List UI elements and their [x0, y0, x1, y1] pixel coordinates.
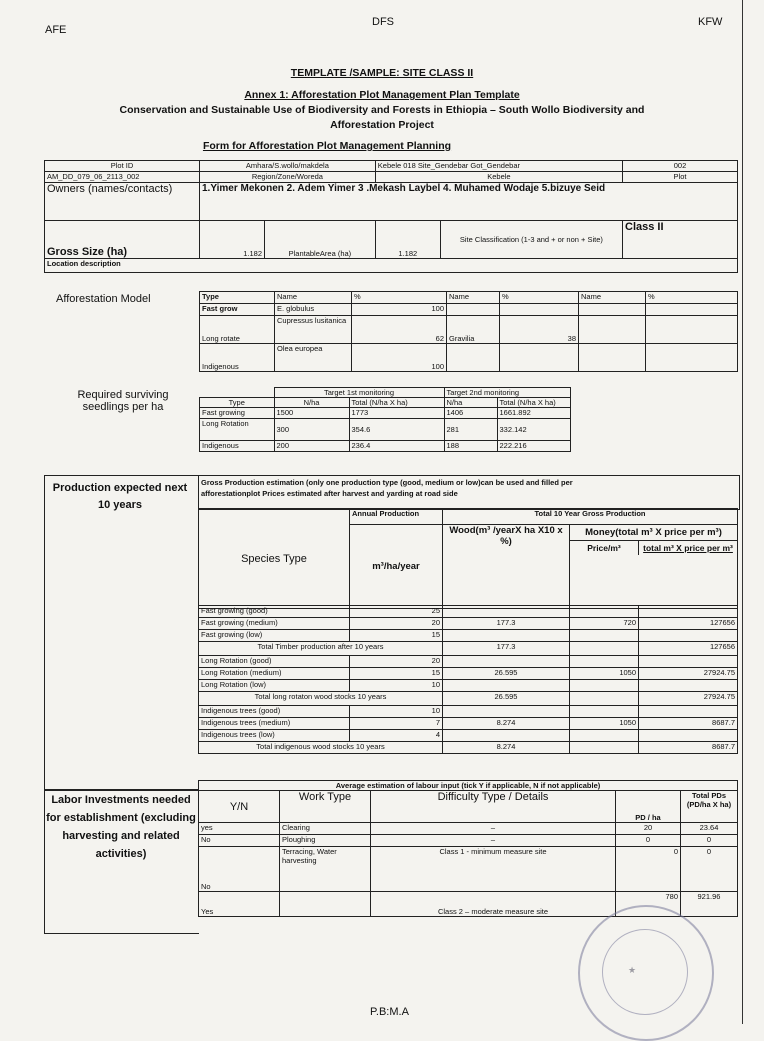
- af-row-name3: [579, 304, 646, 316]
- region-label: Region/Zone/Woreda: [200, 172, 376, 183]
- labor-row-yn: No: [199, 835, 280, 847]
- prod-row-annual: 25: [350, 606, 443, 618]
- labor-row-difficulty: –: [371, 835, 616, 847]
- af-head-name2: Name: [447, 292, 500, 304]
- prod-row-type: Fast growing (low): [199, 630, 350, 642]
- af-row-pct2: [500, 344, 579, 372]
- plot-number: 002: [623, 161, 738, 172]
- prod-row-wood: [443, 630, 570, 642]
- region-value: Amhara/S.wollo/makdela: [200, 161, 376, 172]
- plot-id-value: AM_DD_079_06_2113_002: [45, 172, 200, 183]
- af-row-name: Olea europea: [275, 344, 352, 372]
- prod-row-type: Fast growing (good): [199, 606, 350, 618]
- prod-row-wood: 8.274: [443, 742, 570, 754]
- prod-row-price: [570, 680, 639, 692]
- target-2nd-monitoring: Target 2nd monitoring: [444, 388, 571, 398]
- afforestation-model-table: [199, 291, 738, 372]
- prod-row-wood: 177.3: [443, 642, 570, 656]
- prod-row-money: 27924.75: [639, 692, 738, 706]
- prod-row-wood: [443, 656, 570, 668]
- sv-row-nha2: 188: [444, 441, 497, 452]
- prod-row-annual: 10: [350, 706, 443, 718]
- af-row-pct2: [500, 304, 579, 316]
- labor-row-total: 921.96: [681, 892, 738, 917]
- template-title: TEMPLATE /SAMPLE: SITE CLASS II: [290, 67, 474, 79]
- sv-row-type: Fast growing: [200, 408, 275, 419]
- labor-row-difficulty: Class 2 – moderate measure site: [371, 892, 616, 917]
- sv-col-nha1: N/ha: [274, 398, 349, 408]
- prod-row-money: [639, 680, 738, 692]
- labor-row-difficulty: –: [371, 823, 616, 835]
- af-head-pct3: %: [646, 292, 738, 304]
- unit-label: m³/ha/year: [350, 525, 443, 609]
- plantable-area-value: 1.182: [375, 221, 440, 259]
- af-row-pct3: [646, 316, 738, 344]
- prod-row-money: 27924.75: [639, 668, 738, 680]
- prod-row-annual: 4: [350, 730, 443, 742]
- af-head-type: Type: [200, 292, 275, 304]
- header-left: AFE: [45, 24, 67, 36]
- sv-row-type: Long Rotation: [200, 419, 275, 441]
- labor-row-work: Ploughing: [280, 835, 371, 847]
- labor-row-work: Terracing, Water harvesting: [280, 847, 371, 892]
- af-row-name3: [579, 344, 646, 372]
- labor-row-yn: Yes: [199, 892, 280, 917]
- prod-row-annual: 7: [350, 718, 443, 730]
- labor-row-pd: 0: [616, 847, 681, 892]
- wood-label: Wood(m³ /yearX ha X10 x %): [443, 525, 570, 609]
- sv-col-type: Type: [200, 398, 275, 408]
- plot-id-label: Plot ID: [45, 161, 200, 172]
- sv-row-total2: 222.216: [497, 441, 571, 452]
- production-note: Gross Production estimation (only one production type (good, medium or low)can be used and filled per afforestationplot Prices estimated after harvest and yarding at road side: [201, 478, 573, 498]
- prod-row-money: [639, 730, 738, 742]
- species-type-label: Species Type: [199, 509, 350, 609]
- prod-row-money: 127656: [639, 618, 738, 630]
- prod-row-annual: 20: [350, 618, 443, 630]
- prod-row-type: Long Rotation (good): [199, 656, 350, 668]
- af-row-name2: [447, 304, 500, 316]
- kebele-value: Kebele 018 Site_Gendebar Got_Gendebar: [375, 161, 622, 172]
- prod-row-money: 8687.7: [639, 742, 738, 754]
- official-stamp: ★: [578, 905, 714, 1041]
- af-row-pct3: [646, 344, 738, 372]
- sv-col-total2: Total (N/ha X ha): [497, 398, 571, 408]
- labor-row-yn: yes: [199, 823, 280, 835]
- form-title: Form for Afforestation Plot Management Planning: [202, 140, 452, 152]
- af-head-name3: Name: [579, 292, 646, 304]
- prod-row-price: 1050: [570, 718, 639, 730]
- target-1st-monitoring: Target 1st monitoring: [274, 388, 444, 398]
- prod-row-annual: 15: [350, 668, 443, 680]
- af-head-pct1: %: [352, 292, 447, 304]
- labor-row-pd: 0: [616, 835, 681, 847]
- labor-row-work: Clearing: [280, 823, 371, 835]
- labor-average-note: Average estimation of labour input (tick Y if applicable, N if not applicable): [199, 781, 738, 791]
- prod-row-type: Long Rotation (low): [199, 680, 350, 692]
- prod-row-money: [639, 606, 738, 618]
- labor-row-pd: 780: [616, 892, 681, 917]
- plantable-area-label: PlantableArea (ha): [265, 221, 376, 259]
- annex-title: Annex 1: Afforestation Plot Management Plan Template: [244, 89, 520, 101]
- af-row-type: Fast grow: [200, 304, 275, 316]
- sv-row-nha1: 200: [274, 441, 349, 452]
- difficulty-label: Difficulty Type / Details: [371, 791, 616, 823]
- sv-row-nha2: 1406: [444, 408, 497, 419]
- footer-signature: P.B:M.A: [370, 1006, 409, 1018]
- prod-row-money: [639, 630, 738, 642]
- sv-row-total2: 332.142: [497, 419, 571, 441]
- header-center: DFS: [372, 16, 394, 28]
- total-price-label: total m³ X price per m³: [643, 543, 733, 553]
- afforestation-model-label: Afforestation Model: [56, 293, 151, 305]
- af-row-type: Long rotate: [200, 316, 275, 344]
- labor-row-pd: 20: [616, 823, 681, 835]
- prod-row-wood: [443, 606, 570, 618]
- yn-label: Y/N: [199, 791, 280, 823]
- labor-row-yn: No: [199, 847, 280, 892]
- gross-size-label: Gross Size (ha): [45, 221, 200, 259]
- prod-row-price: [570, 730, 639, 742]
- site-class-value: Class II: [623, 221, 738, 259]
- sv-row-total1: 236.4: [349, 441, 444, 452]
- sv-row-nha2: 281: [444, 419, 497, 441]
- money-label: Money(total m³ X price per m³): [585, 527, 722, 538]
- prod-row-price: [570, 692, 639, 706]
- labor-label: Labor Investments needed for establishment (excluding harvesting and related activities): [46, 794, 196, 860]
- project-title-line2: Afforestation Project: [330, 119, 434, 131]
- total-pd-label: Total PDs (PD/ha X ha): [681, 791, 738, 823]
- production-table: [198, 605, 738, 754]
- kebele-label: Kebele: [375, 172, 622, 183]
- af-row-pct: 100: [352, 344, 447, 372]
- af-row-name2: Gravilia: [447, 316, 500, 344]
- prod-row-type: Indigenous trees (medium): [199, 718, 350, 730]
- prod-row-type: Indigenous trees (good): [199, 706, 350, 718]
- surviving-seedlings-label: Required surviving seedlings per ha: [77, 389, 169, 413]
- project-title-line1: Conservation and Sustainable Use of Biodiversity and Forests in Ethiopia – South Wollo Biodiversity and: [119, 104, 645, 116]
- sv-row-total2: 1661.892: [497, 408, 571, 419]
- af-row-pct: 100: [352, 304, 447, 316]
- prod-row-price: [570, 706, 639, 718]
- af-row-pct3: [646, 304, 738, 316]
- sv-row-total1: 354.6: [349, 419, 444, 441]
- prod-row-type: Indigenous trees (low): [199, 730, 350, 742]
- owners-value: 1.Yimer Mekonen 2. Adem Yimer 3 .Mekash Laybel 4. Muhamed Wodaje 5.bizuye Seid: [200, 183, 738, 221]
- prod-row-wood: [443, 706, 570, 718]
- sv-row-total1: 1773: [349, 408, 444, 419]
- prod-row-annual: 10: [350, 680, 443, 692]
- prod-total-label: Total indigenous wood stocks 10 years: [199, 742, 443, 754]
- sv-row-type: Indigenous: [200, 441, 275, 452]
- work-type-label: Work Type: [280, 791, 371, 823]
- sv-row-nha1: 1500: [274, 408, 349, 419]
- production-header: [198, 508, 738, 609]
- site-class-label: Site Classification (1-3 and + or non + Site): [440, 221, 622, 259]
- prod-row-price: 720: [570, 618, 639, 630]
- plot-info-table: [44, 160, 738, 273]
- header-right: KFW: [698, 16, 723, 28]
- af-row-name: Cupressus lusitanica: [275, 316, 352, 344]
- production-label: Production expected next 10 years: [52, 482, 188, 511]
- plot-label: Plot: [623, 172, 738, 183]
- owners-label: Owners (names/contacts): [45, 183, 200, 221]
- annual-production-label: Annual Production: [350, 509, 443, 525]
- location-label: Location description: [45, 259, 738, 273]
- prod-row-money: [639, 656, 738, 668]
- prod-row-annual: 15: [350, 630, 443, 642]
- labor-row-work: [280, 892, 371, 917]
- af-row-pct: 62: [352, 316, 447, 344]
- labor-row-total: 23.64: [681, 823, 738, 835]
- labor-table: [198, 780, 738, 917]
- prod-row-wood: 177.3: [443, 618, 570, 630]
- pd-ha-label: PD / ha: [616, 791, 681, 823]
- prod-total-label: Total long rotaton wood stocks 10 years: [199, 692, 443, 706]
- prod-row-price: 1050: [570, 668, 639, 680]
- price-label: Price/m³: [570, 541, 639, 555]
- prod-row-wood: [443, 680, 570, 692]
- sv-col-total1: Total (N/ha X ha): [349, 398, 444, 408]
- labor-row-total: 0: [681, 835, 738, 847]
- af-row-name2: [447, 344, 500, 372]
- prod-row-price: [570, 642, 639, 656]
- prod-row-price: [570, 742, 639, 754]
- af-row-pct2: 38: [500, 316, 579, 344]
- sv-row-nha1: 300: [274, 419, 349, 441]
- prod-row-wood: 26.595: [443, 692, 570, 706]
- prod-row-money: 127656: [639, 642, 738, 656]
- sv-col-nha2: N/ha: [444, 398, 497, 408]
- prod-row-type: Long Rotation (medium): [199, 668, 350, 680]
- page-edge-line: [742, 0, 743, 1024]
- prod-row-price: [570, 656, 639, 668]
- labor-row-total: 0: [681, 847, 738, 892]
- prod-row-money: 8687.7: [639, 718, 738, 730]
- af-head-pct2: %: [500, 292, 579, 304]
- gross10-label: Total 10 Year Gross Production: [443, 509, 738, 525]
- af-row-name3: [579, 316, 646, 344]
- surviving-seedlings-table: [199, 387, 571, 452]
- gross-size-value: 1.182: [200, 221, 265, 259]
- prod-total-label: Total Timber production after 10 years: [199, 642, 443, 656]
- prod-row-type: Fast growing (medium): [199, 618, 350, 630]
- prod-row-money: [639, 706, 738, 718]
- prod-row-wood: [443, 730, 570, 742]
- prod-row-annual: 20: [350, 656, 443, 668]
- labor-row-difficulty: Class 1 - minimum measure site: [371, 847, 616, 892]
- prod-row-wood: 8.274: [443, 718, 570, 730]
- prod-row-price: [570, 630, 639, 642]
- prod-row-price: [570, 606, 639, 618]
- prod-row-wood: 26.595: [443, 668, 570, 680]
- af-head-name1: Name: [275, 292, 352, 304]
- af-row-type: Indigenous: [200, 344, 275, 372]
- af-row-name: E. globulus: [275, 304, 352, 316]
